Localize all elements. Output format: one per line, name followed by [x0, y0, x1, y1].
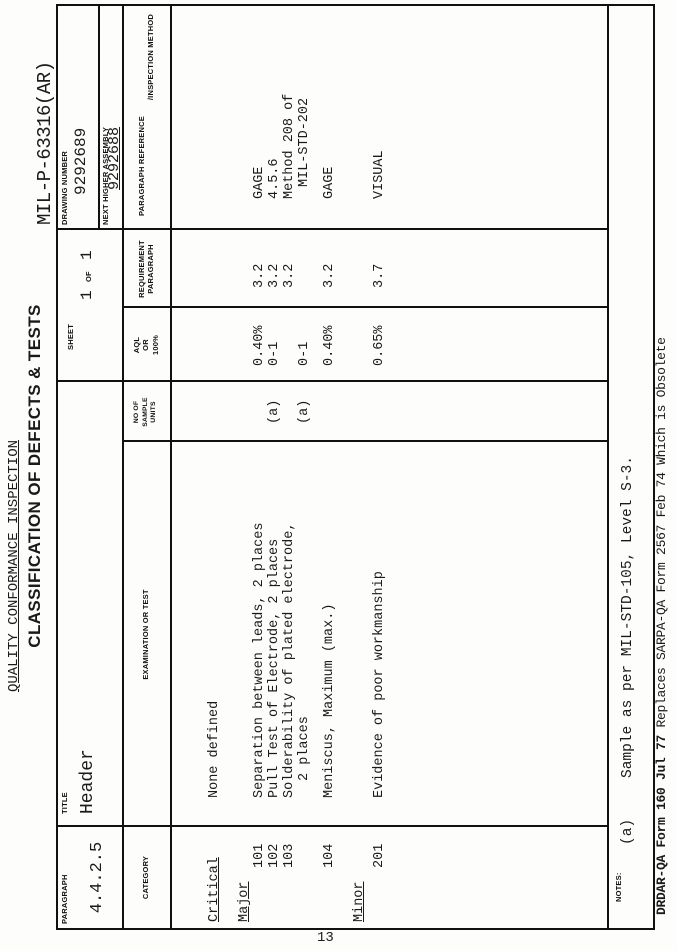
rule-notes-top — [607, 6, 609, 928]
paragraph-value: 4.4.2.5 — [88, 841, 107, 914]
aql-line3: 100% — [150, 335, 160, 355]
next-higher-assembly-label: NEXT HIGHER ASSEMBLY — [101, 126, 110, 225]
column-header-aql — [122, 308, 170, 382]
examination-cell: Separation between leads, 2 places — [252, 522, 267, 798]
reference-cell: GAGE — [252, 166, 267, 199]
defect-number-cell: 201 — [372, 843, 387, 868]
table-row — [237, 6, 253, 928]
classification-form-table — [56, 4, 655, 930]
table-row — [252, 6, 268, 928]
form-id-footer — [654, 337, 669, 915]
reference-cell: GAGE — [322, 166, 337, 199]
spec-reference: MIL-P-63316(AR) — [34, 61, 56, 225]
paragraph-label: PARAGRAPH — [60, 874, 69, 924]
rule-drawing-next-divider — [98, 6, 100, 230]
sample-units-cell: (a) — [267, 399, 282, 424]
note-text: Sample as per MIL-STD-105, Level S-3. — [620, 456, 636, 778]
title-label: TITLE — [60, 792, 69, 814]
drawing-number-label: DRAWING NUMBER — [60, 150, 69, 225]
form-title: CLASSIFICATION OF DEFECTS & TESTS — [25, 304, 44, 648]
aql-cell: 0.40% — [252, 325, 267, 366]
reference-cell: VISUAL — [372, 150, 387, 199]
table-row — [372, 6, 388, 928]
column-header-reference — [122, 6, 170, 230]
examination-cell: Meniscus, Maximum (max.) — [322, 603, 337, 798]
category-cell: Critical — [207, 857, 222, 922]
examination-continuation-cell: 2 places — [297, 716, 312, 781]
note-marker: (a) — [620, 818, 636, 845]
table-row — [322, 6, 338, 928]
table-row — [297, 6, 313, 928]
category-cell: Minor — [352, 881, 367, 922]
title-value: Header — [78, 749, 98, 814]
table-row — [352, 6, 368, 928]
column-header-requirement — [122, 230, 170, 308]
requirement-cell: 3.2 — [322, 263, 337, 288]
defect-number-cell: 101 — [252, 843, 267, 868]
sample-units-line3: UNITS — [150, 401, 158, 423]
drawing-number-value: 9292689 — [72, 127, 90, 195]
defect-number-cell: 103 — [282, 843, 297, 868]
examination-cell: Evidence of poor workmanship — [372, 571, 387, 798]
requirement-line2: PARAGRAPH — [146, 244, 155, 294]
reference-cell: 4.5.6 — [267, 158, 282, 199]
sheet-page-value: 1 — [78, 290, 96, 300]
column-header-sample-units — [122, 382, 170, 442]
requirement-line1: REQUIREMENT — [136, 240, 146, 298]
sample-units-line1: NO OF — [133, 400, 141, 424]
sheet-total-value: 1 — [78, 250, 96, 260]
examination-cell: Pull Test of Electrode, 2 places — [267, 538, 282, 798]
reference-line2: /INSPECTION METHOD — [146, 14, 155, 101]
rule-colhead-bottom — [170, 6, 172, 928]
notes-label: NOTES: — [614, 872, 623, 902]
sheet-of-label: OF — [84, 271, 93, 282]
aql-cell: 0-1 — [297, 341, 312, 366]
requirement-cell: 3.2 — [252, 263, 267, 288]
column-header-examination: EXAMINATION OR TEST — [141, 589, 151, 680]
reference-line1: PARAGRAPH REFERENCE — [136, 116, 146, 216]
requirement-cell: 3.2 — [282, 263, 297, 288]
aql-line2: OR — [141, 339, 151, 351]
reference-cell: Method 208 of — [282, 93, 297, 199]
sample-units-line2: SAMPLE — [141, 397, 149, 427]
aql-cell: 0-1 — [267, 341, 282, 366]
requirement-cell: 3.7 — [372, 263, 387, 288]
aql-cell: 0.40% — [322, 325, 337, 366]
document-heading: QUALITY CONFORMANCE INSPECTION — [6, 439, 22, 693]
requirement-cell: 3.2 — [267, 263, 282, 288]
category-cell: Major — [237, 881, 252, 922]
examination-cell: None defined — [207, 700, 222, 798]
sample-units-cell: (a) — [297, 399, 312, 424]
examination-cell: Solderability of plated electrode, — [282, 522, 297, 798]
page-number: 13 — [317, 930, 334, 946]
reference-continuation-cell: MIL-STD-202 — [297, 97, 312, 187]
aql-line1: AQL — [131, 336, 141, 354]
table-row — [267, 6, 283, 928]
next-higher-assembly-value: 9292688 — [106, 126, 123, 190]
table-row — [207, 6, 223, 928]
defect-number-cell: 104 — [322, 843, 337, 868]
sheet-label: SHEET — [66, 323, 75, 350]
form-supersession-note: Replaces SARPA-QA Form 2567 Feb 74 Which is Obsolete — [654, 337, 669, 735]
form-id: DRDAR-QA Form 160 Jul 77 — [654, 734, 669, 915]
table-row — [282, 6, 298, 928]
defect-number-cell: 102 — [267, 843, 282, 868]
column-header-category: CATEGORY — [141, 855, 151, 900]
aql-cell: 0.65% — [372, 325, 387, 366]
